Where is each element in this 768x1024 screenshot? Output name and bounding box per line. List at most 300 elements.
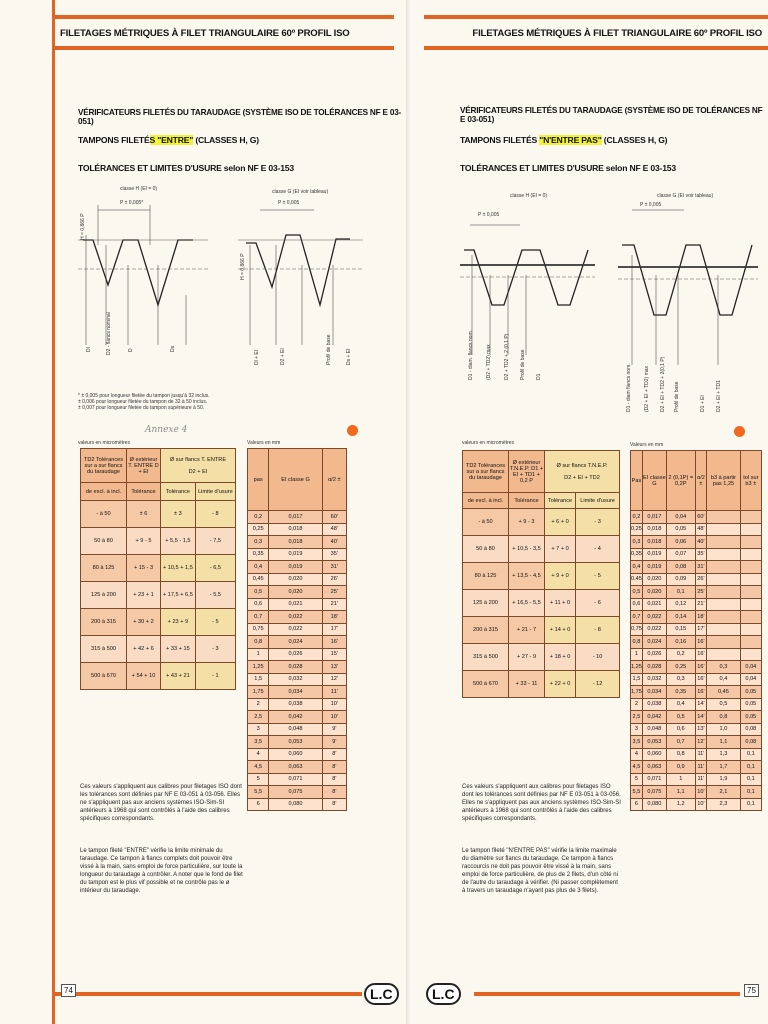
col-ext: Ø extérieur T.N.E.P. D1 + EI + TD1 + 0,2 P <box>509 451 545 493</box>
table-cell: + 23 + 1 <box>127 582 161 609</box>
diagram-ds-label: Ds + EI <box>346 348 352 365</box>
table-cell: 0,071 <box>269 773 322 786</box>
table-cell <box>707 536 741 549</box>
table-cell: 0,032 <box>269 673 322 686</box>
table-cell: 5,5 <box>248 786 269 799</box>
table-cell: 0,063 <box>269 761 322 774</box>
table-cell: 18' <box>322 611 346 624</box>
tampons-prefix: TAMPONS FILETÉ <box>78 135 150 145</box>
table-cell: + 10,5 + 1,5 <box>161 555 196 582</box>
header-bar <box>424 15 768 19</box>
table-cell: - 10 <box>576 644 620 671</box>
table-cell: 200 à 315 <box>463 617 509 644</box>
table-row <box>248 686 347 699</box>
footnote: * ± 0,005 pour longueur filetée du tampon jusqu'à 32 inclus. <box>78 393 210 399</box>
table-cell: 26' <box>322 573 346 586</box>
table-row <box>631 686 762 699</box>
table-cell: 0,35 <box>666 686 695 699</box>
table-cell: 10' <box>322 698 346 711</box>
table-cell: 1 <box>666 773 695 786</box>
table-cell: 1,1 <box>707 736 741 749</box>
table-cell: 80 à 125 <box>81 555 127 582</box>
footnote: ± 0,006 pour longueur filetée du tampon de 32 à 50 inclus. <box>78 399 208 405</box>
table-row <box>81 528 236 555</box>
table-cell: 3,5 <box>631 736 643 749</box>
table-cell: 16' <box>322 636 346 649</box>
table-cell: 8' <box>322 761 346 774</box>
units-right: Valeurs en mm <box>247 440 281 446</box>
table-cell: 31' <box>695 561 706 574</box>
table-row <box>631 611 762 624</box>
table-cell <box>740 598 761 611</box>
table-cell: + 5,5 - 1,5 <box>161 528 196 555</box>
table-cell: + 14 + 0 <box>545 617 576 644</box>
info-text: Le tampon fileté "ENTRE" vérifie la limite minimale du taraudage. Ce tampon à flancs complets doit pouvoir être vissé à la main, sans emploi de force particulière, sur toute la longueur du taraudage à contrôler. A noter que le fond de filet du tampon est le plus vif possible et ne contrôle pas le ø intérieur du taraudage. <box>80 848 243 894</box>
table-cell: - à 50 <box>463 509 509 536</box>
table-cell: - 5 <box>195 609 235 636</box>
table-cell: 0,019 <box>269 548 322 561</box>
table-cell: 0,075 <box>642 786 666 799</box>
table-cell: 11' <box>695 748 706 761</box>
table-cell: 1 <box>631 648 643 661</box>
table-row <box>631 586 762 599</box>
table-cell: 0,022 <box>269 611 322 624</box>
table-row <box>81 663 236 690</box>
sub-header: Tolérance <box>161 483 196 501</box>
tampons-suffix: (CLASSES H, G) <box>601 135 668 145</box>
col-02p: 2 (0,1P) = 0,2P <box>666 451 695 511</box>
table-row <box>248 748 347 761</box>
table-cell: 0,3 <box>631 536 643 549</box>
table-cell: 8' <box>322 798 346 811</box>
table-row <box>248 698 347 711</box>
table-cell <box>740 523 761 536</box>
table-cell: 16' <box>695 661 706 674</box>
table-cell: 0,2 <box>248 511 269 524</box>
table-cell: 0,026 <box>269 648 322 661</box>
col-ei: EI classe G <box>269 449 322 511</box>
table-cell: + 9 - 3 <box>509 509 545 536</box>
table-cell: 0,2 <box>631 511 643 524</box>
table-row <box>248 511 347 524</box>
col-flancs <box>545 451 620 493</box>
table-cell: 0,35 <box>631 548 643 561</box>
table-cell <box>740 511 761 524</box>
table-cell: 0,042 <box>269 711 322 724</box>
table-cell: 0,032 <box>642 673 666 686</box>
diagram-d2-label: D2 + EI <box>280 348 286 365</box>
table-cell: 0,038 <box>642 698 666 711</box>
table-row <box>248 548 347 561</box>
col-alpha: α/2 ± <box>695 451 706 511</box>
diagram-label: classe G (EI voir tableau) <box>272 189 329 195</box>
table-cell: 0,5 <box>707 698 741 711</box>
table-cell: 0,5 <box>666 711 695 724</box>
table-cell: 0,9 <box>666 761 695 774</box>
col-flancs <box>161 449 236 483</box>
table-cell: 8' <box>322 748 346 761</box>
table-cell: 0,060 <box>642 748 666 761</box>
table-cell: 0,4 <box>248 561 269 574</box>
table-cell: 0,2 <box>666 648 695 661</box>
table-row <box>463 671 620 698</box>
table-cell: 5 <box>248 773 269 786</box>
sub-header: Tolérance <box>545 493 576 509</box>
table-cell: + 30 + 2 <box>127 609 161 636</box>
table-cell: + 18 + 0 <box>545 644 576 671</box>
table-cell: 0,018 <box>269 523 322 536</box>
col-flancs-title: Ø sur flancs T.N.E.P. <box>556 462 608 469</box>
page-header: FILETAGES MÉTRIQUES À FILET TRIANGULAIRE 60º PROFIL ISO <box>472 28 762 39</box>
table-row <box>248 798 347 811</box>
table-cell: 11' <box>695 773 706 786</box>
col-flancs-title: Ø sur flancs T. ENTRE <box>169 456 227 463</box>
table-row <box>248 673 347 686</box>
table-row <box>631 798 762 811</box>
table-cell: 0,018 <box>642 536 666 549</box>
table-cell: 2,5 <box>631 711 643 724</box>
table-cell: 1,2 <box>666 798 695 811</box>
table-cell <box>740 536 761 549</box>
col-b3: b3 à partir pas 1,25 <box>707 451 741 511</box>
table-cell: 8' <box>322 786 346 799</box>
table-cell: 1,3 <box>707 748 741 761</box>
tampons-suffix: (CLASSES H, G) <box>193 135 259 145</box>
units-right: Valeurs en mm <box>630 442 664 448</box>
table-cell: 0,7 <box>631 611 643 624</box>
table-row <box>631 761 762 774</box>
diagram-pitch: P ± 0,005 <box>478 212 500 218</box>
table-cell: 2 <box>248 698 269 711</box>
footnotes <box>78 393 210 411</box>
table-cell: 31' <box>322 561 346 574</box>
table-cell: 0,080 <box>642 798 666 811</box>
table-cell: 13' <box>695 723 706 736</box>
table-cell: 5,5 <box>631 786 643 799</box>
table-cell: 3 <box>631 723 643 736</box>
diagram-label-1: D1 - diam. flancs nom. <box>468 329 474 380</box>
table-cell: 0,35 <box>248 548 269 561</box>
table-row <box>631 648 762 661</box>
table-cell: 0,034 <box>269 686 322 699</box>
table-cell: 500 à 670 <box>81 663 127 690</box>
table-cell <box>707 648 741 661</box>
table-cell: + 6 + 0 <box>545 509 576 536</box>
table-cell: 0,06 <box>666 536 695 549</box>
table-cell: 40' <box>322 536 346 549</box>
table-cell: 35' <box>322 548 346 561</box>
diagram-label: classe H (EI = 0) <box>120 186 158 192</box>
diagram-label-5: D1 <box>536 373 542 380</box>
table-cell: 4,5 <box>248 761 269 774</box>
page-header: FILETAGES MÉTRIQUES À FILET TRIANGULAIRE 60º PROFIL ISO <box>60 28 350 39</box>
diagram-label-4: Profil de base <box>674 381 680 412</box>
col-ext: Ø extérieur T. ENTRE D + EI <box>127 449 161 483</box>
table-cell: 1,0 <box>707 723 741 736</box>
table-row <box>631 636 762 649</box>
tampons-highlight: S "ENTRE" <box>149 135 194 145</box>
info-text: Le tampon fileté "N'ENTRE PAS" vérifie la limite maximale du diamètre sur flancs du taraudage. Ce tampon à flancs raccourcis ne doit pas pouvoir être vissé à la main, sans emploi de force particulière, de plus de 2 filets, d'un côté ni de l'autre du taraudage à vérifier. (Ni passer complètement à travers un taraudage n'ayant pas plus de 3 filets). <box>462 848 618 894</box>
table-cell: 4,5 <box>631 761 643 774</box>
table-cell: 14' <box>695 698 706 711</box>
table-row <box>248 786 347 799</box>
table-cell: 0,028 <box>269 661 322 674</box>
table-cell: - 8 <box>195 501 235 528</box>
diagram-label: classe G (EI voir tableau) <box>657 193 714 199</box>
table-cell: 0,07 <box>666 548 695 561</box>
sub-header: de excl. à incl. <box>463 493 509 509</box>
table-cell <box>707 523 741 536</box>
table-cell: 0,08 <box>740 723 761 736</box>
diagram-pitch: P ± 0,005 <box>640 202 662 208</box>
tolerance-table <box>462 450 620 698</box>
col-alpha: α/2 ± <box>322 449 346 511</box>
table-cell: 50 à 80 <box>81 528 127 555</box>
table-cell: 0,1 <box>740 748 761 761</box>
subtitle: VÉRIFICATEURS FILETÉS DU TARAUDAGE (SYSTÈME ISO DE TOLÉRANCES NF E 03-051) <box>78 108 402 126</box>
table-cell: 1 <box>248 648 269 661</box>
units-left: valeurs en micromètres <box>78 440 130 446</box>
table-row <box>631 723 762 736</box>
table-cell: 125 à 200 <box>81 582 127 609</box>
table-row <box>81 636 236 663</box>
diagram-label-2: (D2 + TD2) max <box>486 344 492 380</box>
table-row <box>631 573 762 586</box>
footer-bar <box>52 992 362 996</box>
table-cell: 6 <box>248 798 269 811</box>
table-cell: - 12 <box>576 671 620 698</box>
tampons-highlight: "N'ENTRE PAS" <box>539 135 602 145</box>
table-cell: 0,09 <box>666 573 695 586</box>
table-row <box>81 501 236 528</box>
table-row <box>631 511 762 524</box>
diagram-d1-label: Dl + EI <box>254 349 260 365</box>
table-row <box>248 773 347 786</box>
col-flancs-formula: D2 + EI <box>188 468 208 475</box>
table-cell: 40' <box>695 536 706 549</box>
table-row <box>631 523 762 536</box>
table-row <box>631 786 762 799</box>
table-cell: 11' <box>695 761 706 774</box>
tolerance-table <box>80 448 236 690</box>
table-row <box>631 598 762 611</box>
tampons-title <box>78 135 259 145</box>
footnote: ± 0,007 pour longueur filetée du tampon supérieure à 50. <box>78 405 205 411</box>
table-cell: 12' <box>322 673 346 686</box>
table-row <box>248 523 347 536</box>
sub-header: Tolérance <box>509 493 545 509</box>
table-cell <box>740 586 761 599</box>
table-row <box>248 536 347 549</box>
table-cell: 0,4 <box>631 561 643 574</box>
table-cell <box>707 573 741 586</box>
table-row <box>248 611 347 624</box>
table-cell: 3 <box>248 723 269 736</box>
tolerance-line: TOLÉRANCES ET LIMITES D'USURE selon NF E 03-153 <box>460 163 676 173</box>
table-cell: - 7,5 <box>195 528 235 555</box>
table-cell: 0,3 <box>707 661 741 674</box>
table-cell: 16' <box>695 648 706 661</box>
table-cell: 0,021 <box>642 598 666 611</box>
table-cell: 14' <box>695 711 706 724</box>
table-cell: + 9 - 5 <box>127 528 161 555</box>
table-cell: 0,05 <box>740 686 761 699</box>
table-cell: 0,25 <box>666 661 695 674</box>
col-pas: Pas <box>631 451 643 511</box>
table-cell: 0,1 <box>740 798 761 811</box>
table-cell: 0,75 <box>248 623 269 636</box>
table-cell <box>740 648 761 661</box>
table-row <box>248 586 347 599</box>
tolerance-line: TOLÉRANCES ET LIMITES D'USURE selon NF E 03-153 <box>78 163 294 173</box>
table-cell: 1,7 <box>707 761 741 774</box>
table-cell: + 33 - 11 <box>509 671 545 698</box>
table-row <box>631 673 762 686</box>
table-cell: 0,8 <box>248 636 269 649</box>
page-margin-line <box>52 0 55 1024</box>
diagram-pitch: P ± 0,005 <box>278 200 300 206</box>
table-cell: 25' <box>695 586 706 599</box>
table-cell: 6 <box>631 798 643 811</box>
table-cell: 0,14 <box>666 611 695 624</box>
table-cell: 0,028 <box>642 661 666 674</box>
table-cell: 1,25 <box>631 661 643 674</box>
table-cell: 0,024 <box>269 636 322 649</box>
table-cell: 10' <box>695 798 706 811</box>
table-cell: 0,020 <box>642 573 666 586</box>
table-cell: 60' <box>695 511 706 524</box>
table-row <box>248 711 347 724</box>
table-cell: 0,018 <box>269 536 322 549</box>
diagram-label-1: D1 - diam flancs nom. <box>626 363 632 412</box>
table-cell: - 6,5 <box>195 555 235 582</box>
table-cell <box>707 548 741 561</box>
table-cell: 0,060 <box>269 748 322 761</box>
table-cell: 0,019 <box>269 561 322 574</box>
table-row <box>81 555 236 582</box>
table-cell: 0,8 <box>707 711 741 724</box>
lc-logo: L.C <box>364 983 399 1005</box>
table-cell <box>707 586 741 599</box>
table-cell: 0,053 <box>642 736 666 749</box>
table-cell: 35' <box>695 548 706 561</box>
table-cell: + 9 + 0 <box>545 563 576 590</box>
table-cell <box>707 598 741 611</box>
table-cell: 0,7 <box>666 736 695 749</box>
table-cell: 0,020 <box>642 586 666 599</box>
table-cell: 0,080 <box>269 798 322 811</box>
table-cell: 8' <box>322 773 346 786</box>
table-cell: 0,5 <box>248 586 269 599</box>
table-cell: + 33 + 15 <box>161 636 196 663</box>
table-cell: 0,6 <box>666 723 695 736</box>
info-text: Ces valeurs s'appliquent aux calibres pour filetages ISO dont les tolérances sont définies par NF E 03-051 à 03-056. Elles ne s'appliquent pas aux anciens systèmes ISO-Sim-SI antérieurs à 1968 qui sont contrôlés à l'aide des calibres spécifiques correspondants. <box>462 784 621 822</box>
table-cell: 0,25 <box>631 523 643 536</box>
header-bar <box>424 46 768 50</box>
table-cell: 0,4 <box>666 698 695 711</box>
table-row <box>631 561 762 574</box>
table-row <box>248 761 347 774</box>
diagram-h-label: H = 0,866 P <box>240 253 246 280</box>
diagram-base-label: Profil de base <box>326 334 332 365</box>
table-cell: - 5,5 <box>195 582 235 609</box>
table-cell: 80 à 125 <box>463 563 509 590</box>
table-cell: + 21 - 7 <box>509 617 545 644</box>
table-cell: 0,45 <box>707 686 741 699</box>
table-cell: ± 6 <box>127 501 161 528</box>
table-cell <box>707 561 741 574</box>
thread-profile-diagram <box>78 205 218 375</box>
table-cell: 0,026 <box>642 648 666 661</box>
table-cell: - à 50 <box>81 501 127 528</box>
pas-table <box>247 448 347 811</box>
table-cell: - 5 <box>576 563 620 590</box>
table-cell: 0,048 <box>269 723 322 736</box>
table-row <box>248 636 347 649</box>
table-cell: 0,04 <box>740 661 761 674</box>
table-cell: 0,05 <box>740 711 761 724</box>
table-cell: 0,08 <box>666 561 695 574</box>
table-cell <box>740 623 761 636</box>
table-row <box>463 536 620 563</box>
table-cell: 17' <box>322 623 346 636</box>
table-cell: 0,08 <box>740 736 761 749</box>
tampons-title <box>460 135 667 145</box>
table-cell: 0,1 <box>666 586 695 599</box>
table-cell: 21' <box>322 598 346 611</box>
table-cell: + 17,5 + 6,5 <box>161 582 196 609</box>
col-ei: EI classe G <box>642 451 666 511</box>
table-row <box>631 661 762 674</box>
table-cell: 17' <box>695 623 706 636</box>
table-cell: 4 <box>631 748 643 761</box>
table-cell <box>740 548 761 561</box>
table-cell: 0,022 <box>269 623 322 636</box>
table-cell: 500 à 670 <box>463 671 509 698</box>
table-cell: 0,017 <box>642 511 666 524</box>
table-cell: 0,042 <box>642 711 666 724</box>
table-cell: 0,05 <box>740 698 761 711</box>
table-cell: 0,3 <box>248 536 269 549</box>
table-cell: + 23 + 9 <box>161 609 196 636</box>
diagram-d2-label: D2 - flancs nominal <box>106 312 112 355</box>
col-tol-b3: tol sur b3 ± <box>740 451 761 511</box>
table-row <box>631 698 762 711</box>
table-cell <box>740 611 761 624</box>
table-cell: 1,9 <box>707 773 741 786</box>
table-cell: 48' <box>695 523 706 536</box>
diagram-pitch: P ± 0,005* <box>120 200 144 206</box>
table-cell: 0,038 <box>269 698 322 711</box>
units-left: valeurs en micromètres <box>462 440 514 446</box>
table-cell: 0,022 <box>642 623 666 636</box>
table-cell: 315 à 500 <box>463 644 509 671</box>
table-cell: 1,25 <box>248 661 269 674</box>
table-row <box>248 573 347 586</box>
table-cell: 200 à 315 <box>81 609 127 636</box>
pas-table <box>630 450 762 811</box>
table-cell: - 8 <box>576 617 620 644</box>
table-row <box>631 548 762 561</box>
table-cell <box>740 636 761 649</box>
sub-header: Tolérance <box>127 483 161 501</box>
table-cell: 0,25 <box>248 523 269 536</box>
table-cell: 0,063 <box>642 761 666 774</box>
table-row <box>631 623 762 636</box>
table-cell: 0,019 <box>642 561 666 574</box>
table-cell: - 1 <box>195 663 235 690</box>
header-bar <box>52 15 394 19</box>
